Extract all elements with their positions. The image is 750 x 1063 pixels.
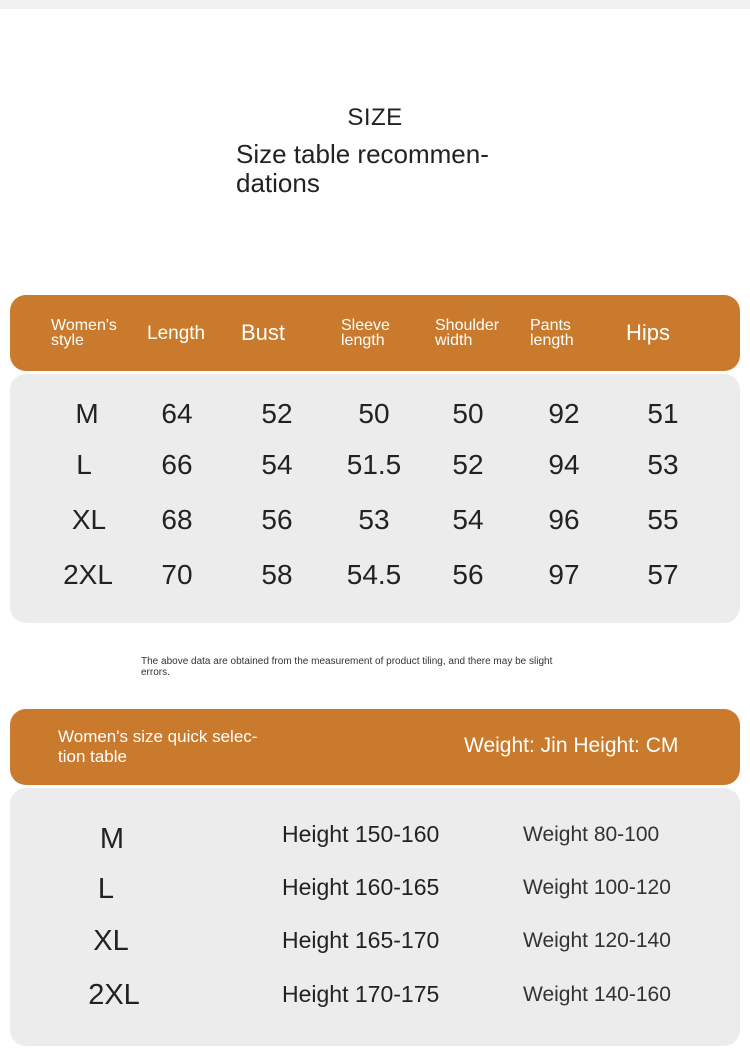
table-cell: 2XL [63,559,113,590]
quick-size: L [97,873,115,905]
table-cell: 94 [548,449,580,480]
col-header-shoulder-l1: Shoulder [435,317,500,334]
col-header-length-label: Length [147,322,206,344]
size-heading: SIZE [347,104,403,131]
size-table-body [10,374,740,623]
table-cell: 53 [647,449,679,480]
table-cell: 50 [452,398,484,429]
quick-title-line-1: Women's size quick selec- [58,727,258,746]
col-header-bust-label: Bust [241,320,286,345]
table-cell: 70 [161,559,193,590]
table-cell: 56 [452,559,484,590]
top-divider [0,0,750,9]
quick-weight: Weight 80-100 [523,823,660,846]
col-header-pants-l2: length [530,332,574,349]
col-header-sleeve-l2: length [341,332,385,349]
note-line-1: The above data are obtained from the measurement of product tiling, and there may be slight [141,656,553,667]
col-header-bust [241,295,285,371]
col-header-length [147,295,205,371]
table-cell: 54 [452,504,484,535]
col-header-pants-l1: Pants [530,317,571,334]
table-cell: 51.5 [346,449,402,480]
table-cell: 52 [261,398,293,429]
table-cell: 54 [261,449,293,480]
size-table-header [10,295,740,371]
table-cell: 54.5 [346,559,402,590]
table-cell: 57 [647,559,679,590]
col-header-sleeve-l1: Sleeve [341,317,390,334]
col-header-pants [530,295,574,371]
col-header-shoulder [435,295,499,371]
table-cell: M [75,398,99,429]
note-line-2: errors. [141,667,170,678]
table-cell: 50 [358,398,390,429]
table-cell: 51 [647,398,679,429]
col-header-sleeve [341,295,390,371]
quick-weight: Weight 100-120 [523,876,671,899]
table-cell: 96 [548,504,580,535]
col-header-style-l1: Women's [51,317,117,334]
quick-weight: Weight 140-160 [523,983,671,1006]
table-cell: L [76,449,92,480]
quick-height: Height 170-175 [282,981,440,1007]
quick-height: Height 150-160 [282,821,440,847]
col-header-hips [626,295,670,371]
table-cell: 55 [647,504,679,535]
table-cell: 58 [261,559,293,590]
page-subtitle [236,140,526,198]
quick-size: 2XL [88,979,140,1011]
table-cell: 92 [548,398,580,429]
quick-height: Height 160-165 [282,874,440,900]
table-cell: 56 [261,504,293,535]
quick-table-body [10,788,740,1046]
col-header-shoulder-l2: width [435,332,473,349]
subtitle-line-1: Size table recommen- [236,139,489,169]
quick-title-line-2: tion table [58,747,127,766]
table-cell: 53 [358,504,390,535]
quick-weight: Weight 120-140 [523,929,671,952]
quick-size: XL [93,925,129,957]
quick-size: M [99,823,125,855]
quick-table-units: Weight: Jin Height: CM [464,734,679,757]
col-header-style-l2: style [51,332,84,349]
table-cell: 97 [548,559,580,590]
table-cell: 68 [161,504,193,535]
subtitle-line-2: dations [236,168,320,198]
table-cell: 64 [161,398,193,429]
table-cell: XL [71,504,107,535]
quick-height: Height 165-170 [282,927,440,953]
table-cell: 52 [452,449,484,480]
col-header-hips-label: Hips [626,320,671,345]
col-header-style [51,295,117,371]
quick-table-header [10,709,740,785]
measurement-note [141,656,611,678]
table-cell: 66 [161,449,193,480]
quick-table-title [58,727,288,767]
